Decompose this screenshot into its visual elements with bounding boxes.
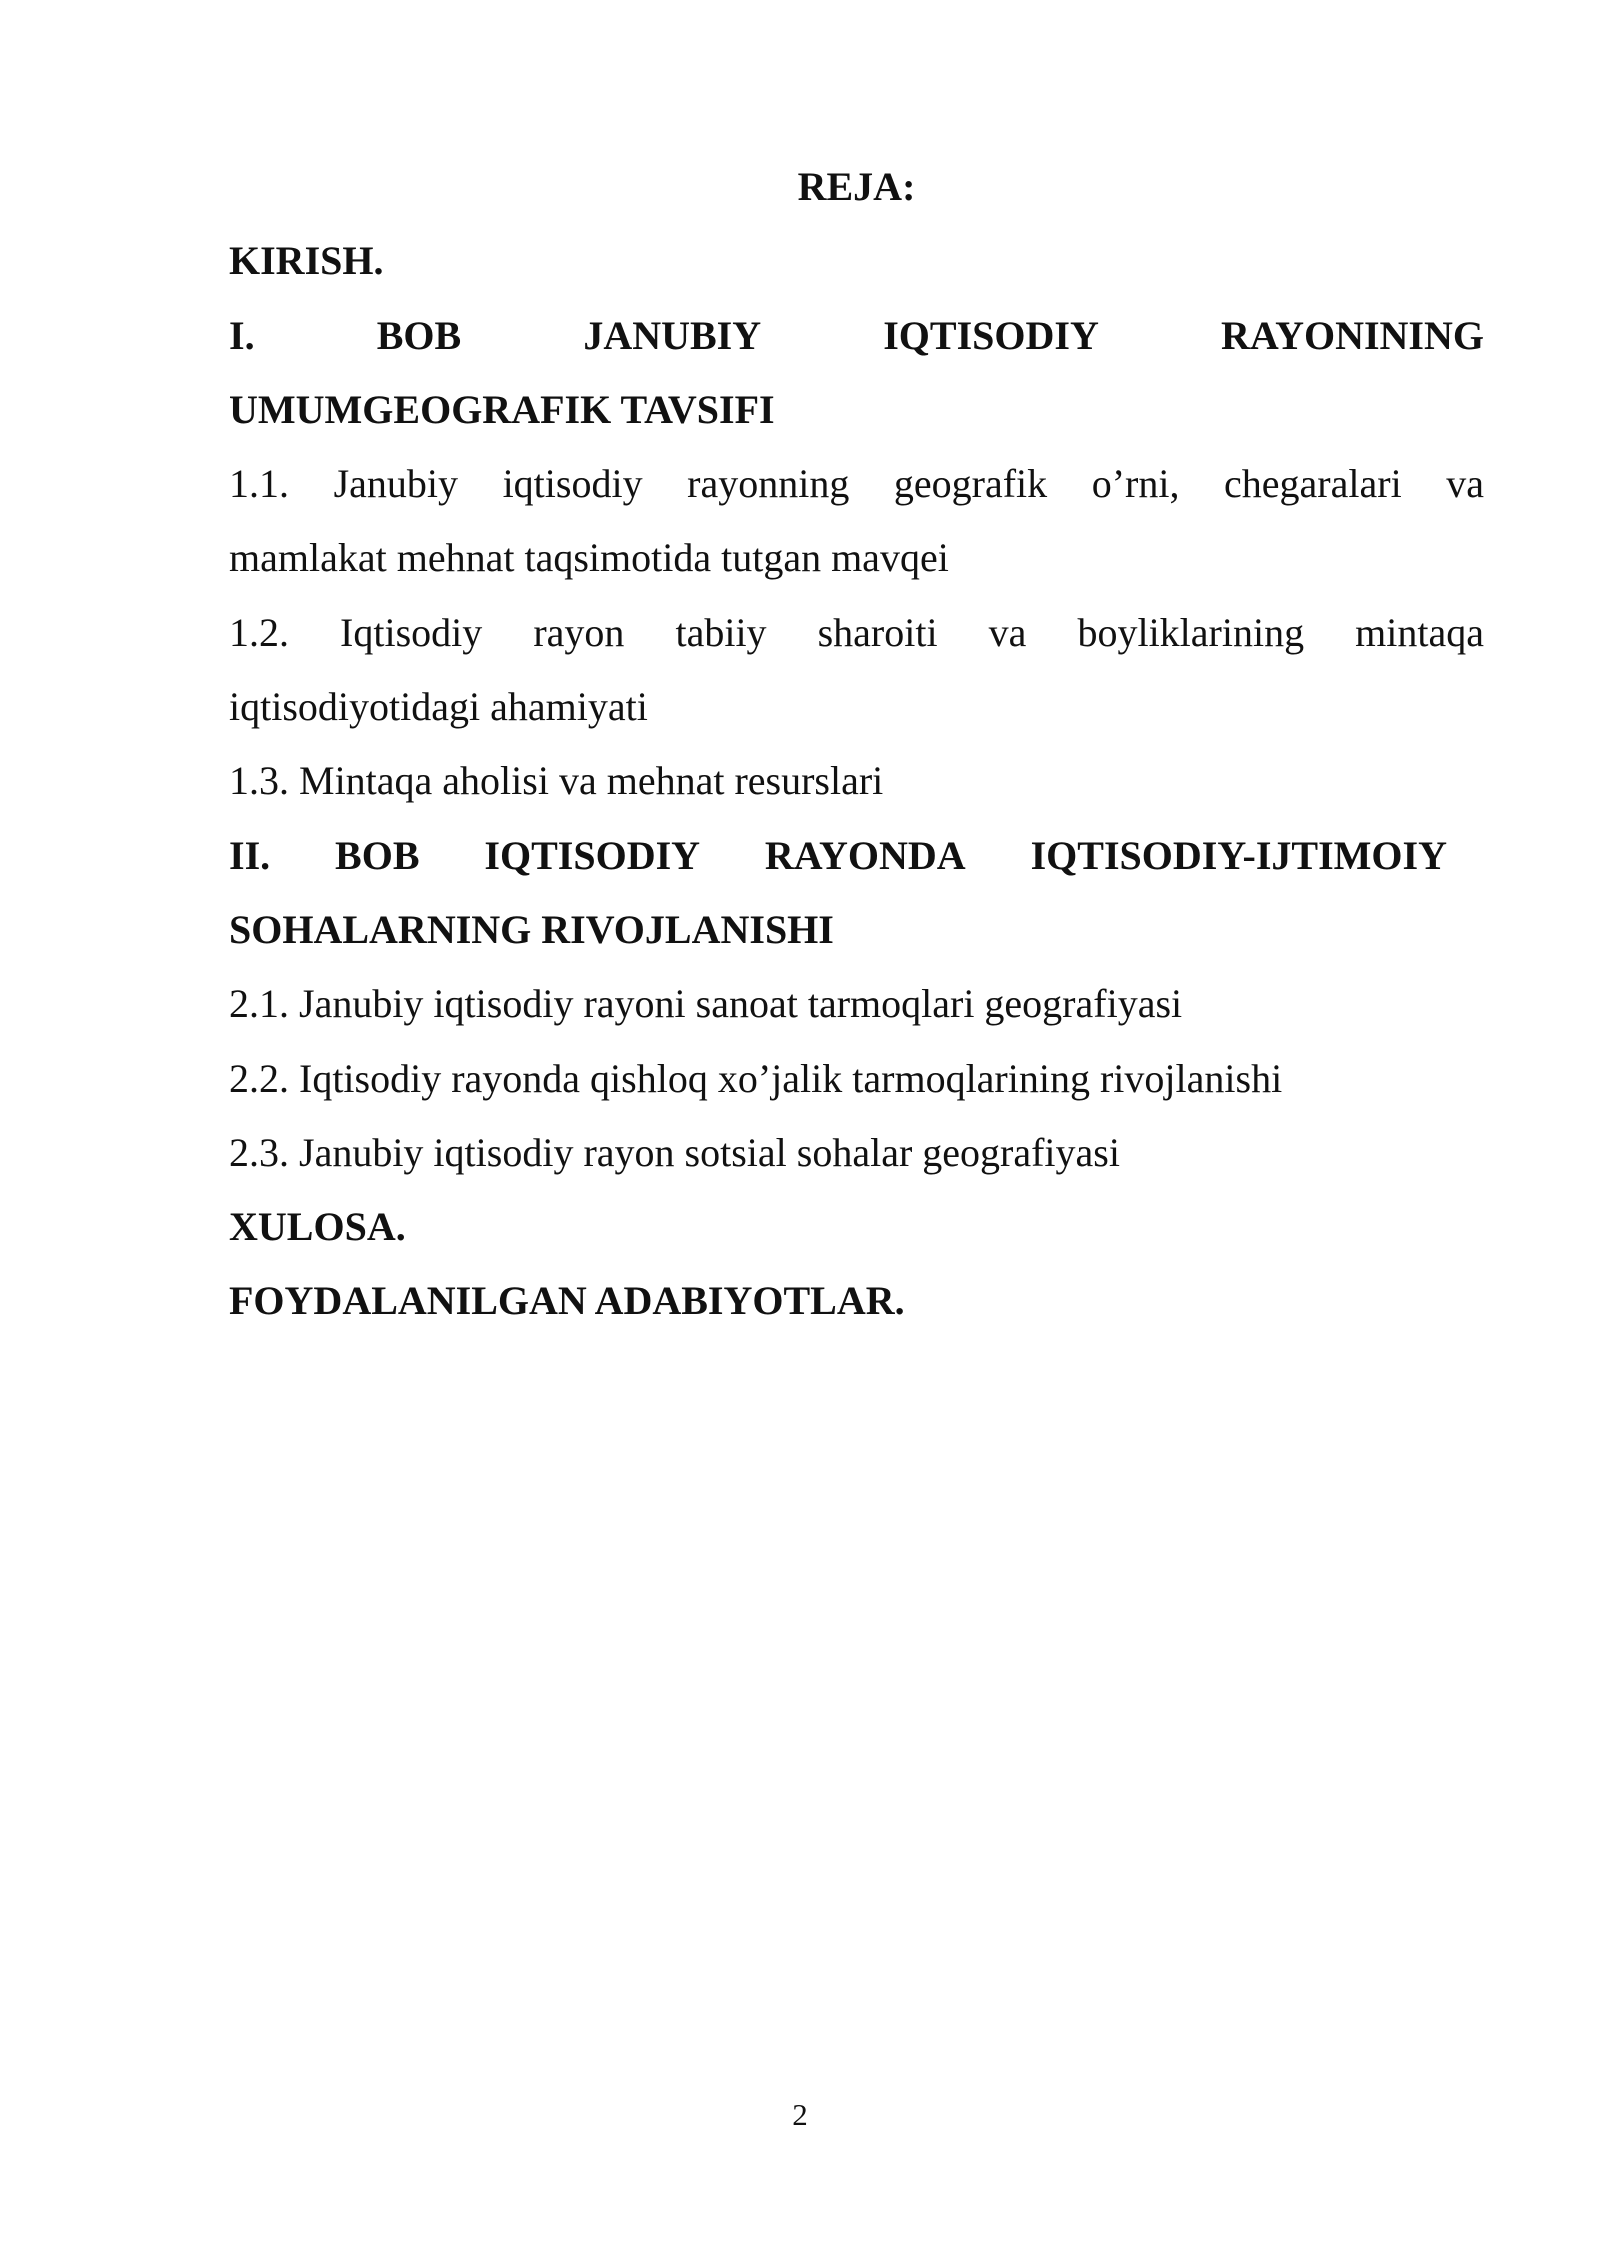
toc-chapter-2-heading-line-1 (229, 819, 1447, 893)
toc-chapter-1-heading-line-1 (229, 299, 1484, 373)
toc-section-1-3: 1.3. Mintaqa aholisi va mehnat resurslari (229, 758, 884, 804)
heading-word: BOB (376, 312, 462, 358)
toc-section-2-3: 2.3. Janubiy iqtisodiy rayon sotsial sohalar geografiyasi (229, 1129, 1120, 1175)
toc-section-1-2-line-1: 1.2. Iqtisodiy rayon tabiiy sharoiti va boyliklarining mintaqa (229, 609, 1484, 655)
document-body (229, 150, 1484, 1339)
heading-word: JANUBIY (583, 312, 762, 358)
plan-title: REJA: (797, 164, 916, 209)
toc-section-1-1-line-2: mamlakat mehnat taqsimotida tutgan mavqei (229, 535, 949, 581)
heading-word: II. (229, 832, 271, 878)
toc-conclusion: XULOSA. (229, 1204, 406, 1250)
page-number: 2 (792, 2097, 808, 2132)
heading-word: IQTISODIY (883, 312, 1099, 358)
toc-references: FOYDALANILGAN ADABIYOTLAR. (229, 1278, 905, 1324)
heading-word: BOB (335, 832, 420, 878)
heading-word: RAYONDA (764, 832, 966, 878)
toc-chapter-1-heading-line-2: UMUMGEOGRAFIK TAVSIFI (229, 386, 775, 432)
toc-section-2-1: 2.1. Janubiy iqtisodiy rayoni sanoat tarmoqlari geografiyasi (229, 981, 1183, 1027)
heading-word: RAYONINING (1220, 312, 1484, 358)
toc-chapter-2-heading-line-2: SOHALARNING RIVOJLANISHI (229, 906, 834, 952)
heading-word: IQTISODIY (484, 832, 701, 878)
toc-section-1-2-line-2: iqtisodiyotidagi ahamiyati (229, 684, 648, 730)
heading-word: I. (229, 312, 255, 358)
toc-intro: KIRISH. (229, 238, 384, 284)
toc-section-1-1-line-1: 1.1. Janubiy iqtisodiy rayonning geografik o’rni, chegaralari va (229, 461, 1484, 507)
heading-word: IQTISODIY-IJTIMOIY (1030, 832, 1447, 878)
toc-section-2-2: 2.2. Iqtisodiy rayonda qishloq xo’jalik tarmoqlarining rivojlanishi (229, 1055, 1283, 1101)
